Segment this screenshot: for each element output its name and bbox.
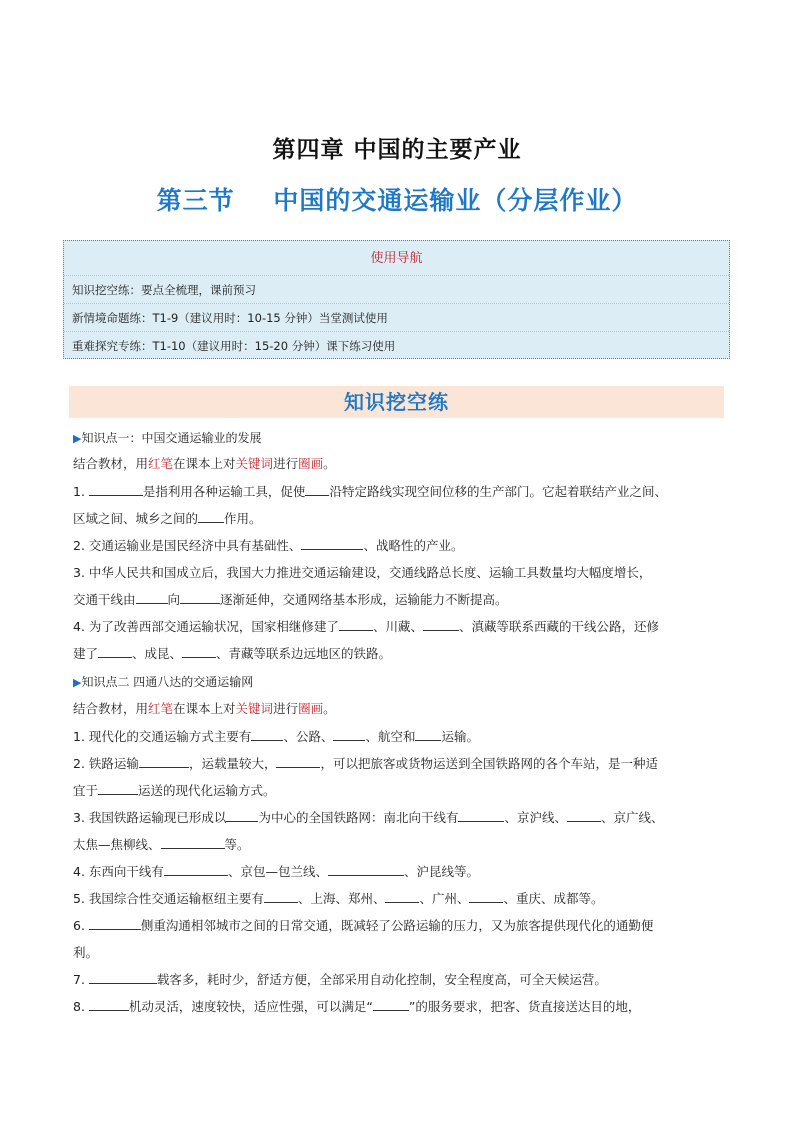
question-text: 我国综合性交通运输枢纽主要有: [88, 891, 264, 906]
answer-blank[interactable]: [251, 727, 283, 741]
question-text: 建了: [73, 646, 99, 661]
question-text: 、京沪线、: [504, 810, 567, 825]
question-number: 8.: [73, 999, 85, 1014]
answer-blank[interactable]: [89, 916, 141, 930]
question-text: 、上海、郑州、: [297, 891, 386, 906]
kp2-q8: [73, 997, 640, 1017]
kp1-heading: 知识点一：中国交通运输业的发展: [81, 431, 262, 445]
question-number: 2.: [73, 756, 85, 771]
answer-blank[interactable]: [458, 808, 504, 822]
question-number: 4.: [73, 619, 85, 634]
question-text: 、京包—包兰线、: [227, 864, 328, 879]
usage-navigation-box: [63, 240, 730, 359]
question-text: 、成昆、: [132, 646, 183, 661]
kp2-q5: [73, 889, 603, 909]
nav-title: 使用导航: [370, 251, 423, 266]
nav-row-knowledge: 知识挖空练：要点全梳理，课前预习: [64, 275, 729, 303]
intro-red-pen: 红笔: [148, 701, 174, 716]
triangle-bullet-icon: ▶: [73, 432, 82, 445]
question-text: 、重庆、成都等。: [503, 891, 604, 906]
question-text: 、京广线、: [600, 810, 664, 825]
question-text: 铁路运输: [88, 756, 139, 771]
question-text: 现代化的交通运输方式主要有: [88, 729, 252, 744]
answer-blank[interactable]: [139, 754, 189, 768]
intro-red-pen: 红笔: [148, 456, 174, 471]
answer-blank[interactable]: [89, 997, 129, 1011]
intro-circle: 圈画: [298, 456, 324, 471]
intro-keywords: 关键词: [235, 456, 274, 471]
answer-blank[interactable]: [567, 808, 601, 822]
answer-blank[interactable]: [98, 781, 138, 795]
answer-blank[interactable]: [385, 889, 419, 903]
answer-blank[interactable]: [198, 509, 224, 523]
answer-blank[interactable]: [333, 727, 365, 741]
question-number: 1.: [73, 729, 85, 744]
question-text: 、滇藏等联系西藏的干线公路，还修: [458, 619, 659, 634]
kp2-heading: 知识点二 四通八达的交通运输网: [81, 675, 254, 689]
triangle-bullet-icon: ▶: [73, 676, 82, 689]
question-text: 运送的现代化运输方式。: [138, 783, 276, 798]
question-text: 作用。: [224, 511, 262, 526]
nav-row-new-scenario: 新情境命题练：T1-9（建议用时：10-15 分钟）当堂测试使用: [64, 303, 729, 331]
answer-blank[interactable]: [182, 644, 216, 658]
intro-circle: 圈画: [298, 701, 324, 716]
question-text: 载客多，耗时少，舒适方便，全部采用自动化控制，安全程度高，可全天候运营。: [156, 972, 607, 987]
question-text: 等。: [224, 837, 250, 852]
question-text: 机动灵活，速度较快，适应性强，可以满足“: [128, 999, 373, 1014]
kp2-q4: [73, 862, 479, 882]
answer-blank[interactable]: [301, 536, 363, 550]
intro-text: 结合教材，用: [73, 701, 149, 716]
intro-text: 进行: [273, 456, 299, 471]
question-text: 交通干线由: [73, 592, 136, 607]
question-text: ”的服务要求，把客、货直接送达目的地，: [408, 999, 641, 1014]
question-text: 中华人民共和国成立后，我国大力推进交通运输建设，交通线路总长度、运输工具数量均大幅度增长，: [88, 565, 652, 580]
intro-text: 在课本上对: [173, 456, 236, 471]
kp1-q1-line1: [73, 482, 667, 502]
question-text: 、川藏、: [372, 619, 423, 634]
kp2-q6-line1: [73, 916, 653, 936]
kp1-q3-line1: [73, 563, 651, 583]
question-text: 逐渐延伸，交通网络基本形成，运输能力不断提高。: [220, 592, 508, 607]
kp2-q2-line1: [73, 754, 658, 774]
kp2-q3-line1: [73, 808, 663, 828]
question-number: 2.: [73, 538, 85, 553]
answer-blank[interactable]: [373, 997, 409, 1011]
question-text: 、广州、: [419, 891, 470, 906]
answer-blank[interactable]: [136, 590, 168, 604]
question-text: 、航空和: [365, 729, 416, 744]
question-number: 6.: [73, 918, 85, 933]
answer-blank[interactable]: [276, 754, 320, 768]
kp1-q2: [73, 536, 463, 556]
chapter-title: 第四章 中国的主要产业: [272, 137, 522, 163]
kp2-q1: [73, 727, 479, 747]
kp1-q1-line2: [73, 509, 262, 529]
question-text: 我国铁路运输现已形成以: [88, 810, 227, 825]
answer-blank[interactable]: [226, 808, 258, 822]
answer-blank[interactable]: [161, 835, 225, 849]
answer-blank[interactable]: [264, 889, 298, 903]
question-text: 为中心的全国铁路网：南北向干线有: [258, 810, 459, 825]
answer-blank[interactable]: [89, 482, 143, 496]
question-number: 7.: [73, 972, 85, 987]
question-text: 太焦—焦柳线、: [73, 837, 161, 852]
question-text: 沿特定路线实现空间位移的生产部门。它起着联结产业之间、: [329, 484, 667, 499]
question-text: 运输。: [441, 729, 479, 744]
kp2-q3-line2: [73, 835, 250, 855]
answer-blank[interactable]: [164, 862, 228, 876]
question-text: 是指利用各种运输工具，促使: [142, 484, 306, 499]
answer-blank[interactable]: [305, 482, 329, 496]
question-text: 、青藏等联系边远地区的铁路。: [216, 646, 392, 661]
question-number: 5.: [73, 891, 85, 906]
kp2-intro: [73, 699, 336, 719]
question-text: 东西向干线有: [88, 864, 164, 879]
question-number: 4.: [73, 864, 85, 879]
kp1-intro: [73, 454, 336, 474]
answer-blank[interactable]: [89, 970, 157, 984]
question-text: 宜于: [73, 783, 99, 798]
intro-text: 进行: [273, 701, 299, 716]
question-text: 、战略性的产业。: [363, 538, 464, 553]
kp1-q4-line2: [73, 644, 391, 664]
answer-blank[interactable]: [423, 617, 459, 631]
answer-blank[interactable]: [98, 644, 132, 658]
intro-text: 结合教材，用: [73, 456, 149, 471]
answer-blank[interactable]: [415, 727, 441, 741]
intro-text: 。: [323, 701, 336, 716]
question-text: 、公路、: [283, 729, 334, 744]
intro-text: 在课本上对: [173, 701, 236, 716]
kp2-q2-line2: [73, 781, 276, 801]
kp1-heading-line: [73, 428, 261, 449]
question-text: 侧重沟通相邻城市之间的日常交通，既减轻了公路运输的压力，又为旅客提供现代化的通勤便: [140, 918, 654, 933]
section-band-title: 知识挖空练: [69, 386, 724, 418]
kp1-q3-line2: [73, 590, 508, 610]
intro-text: 。: [323, 456, 336, 471]
question-text: 为了改善西部交通运输状况，国家相继修建了: [88, 619, 339, 634]
question-number: 1.: [73, 484, 85, 499]
kp2-heading-line: [73, 672, 253, 693]
question-number: 3.: [73, 565, 85, 580]
kp2-q6-line2: [73, 943, 98, 963]
question-text: ，运载量较大，: [188, 756, 277, 771]
intro-keywords: 关键词: [235, 701, 274, 716]
question-text: 利。: [73, 945, 99, 960]
nav-row-key-difficulty: 重难探究专练：T1-10（建议用时：15-20 分钟）课下练习使用: [64, 331, 729, 359]
kp1-q4-line1: [73, 617, 659, 637]
question-text: 、沪昆线等。: [403, 864, 479, 879]
answer-blank[interactable]: [180, 590, 220, 604]
question-text: 区域之间、城乡之间的: [73, 511, 199, 526]
question-text: 交通运输业是国民经济中具有基础性、: [88, 538, 302, 553]
answer-blank[interactable]: [328, 862, 404, 876]
question-number: 3.: [73, 810, 85, 825]
kp2-q7: [73, 970, 607, 990]
answer-blank[interactable]: [469, 889, 503, 903]
question-text: 向: [167, 592, 181, 607]
answer-blank[interactable]: [339, 617, 373, 631]
question-text: ，可以把旅客或货物运送到全国铁路网的各个车站，是一种适: [320, 756, 658, 771]
section-title: 第三节 中国的交通运输业（分层作业）: [156, 186, 638, 215]
